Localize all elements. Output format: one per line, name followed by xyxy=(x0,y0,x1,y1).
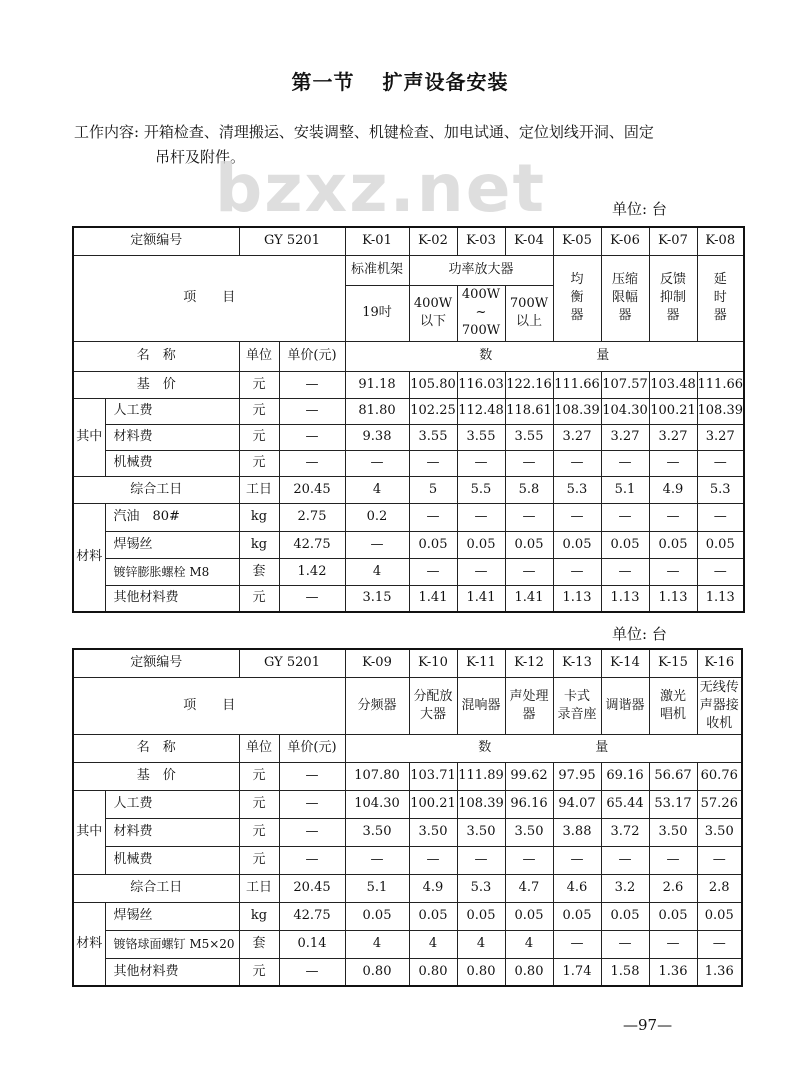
row-name: 人工费 xyxy=(105,790,239,818)
cell: — xyxy=(697,558,744,585)
cell: 0.80 xyxy=(505,958,553,986)
cell: — xyxy=(345,531,409,558)
row-unit: 工日 xyxy=(239,476,279,503)
cell: 118.61 xyxy=(505,398,553,424)
quota-code: K-08 xyxy=(697,227,744,255)
row-price: — xyxy=(279,450,345,476)
cell: 103.71 xyxy=(409,762,457,790)
row-name: 综合工日 xyxy=(73,874,239,902)
quota-code-row xyxy=(73,227,744,255)
row-price: 1.42 xyxy=(279,558,345,585)
hdr-qty: 数 量 xyxy=(345,734,742,762)
item-cd-player: 激光 唱机 xyxy=(649,677,697,734)
cell: 0.05 xyxy=(553,902,601,930)
item-feedback: 反馈 抑制 器 xyxy=(649,255,697,341)
cell: 4.9 xyxy=(409,874,457,902)
quota-code: K-13 xyxy=(553,649,601,677)
row-unit: 元 xyxy=(239,585,279,612)
cell: 9.38 xyxy=(345,424,409,450)
unit-label-1: 单位: 台 xyxy=(612,200,667,218)
work-content-line2: 吊杆及附件。 xyxy=(155,148,246,166)
cell: 65.44 xyxy=(601,790,649,818)
cell: 3.50 xyxy=(649,818,697,846)
cell: — xyxy=(345,846,409,874)
cell: 111.66 xyxy=(697,371,744,398)
cell: 1.13 xyxy=(649,585,697,612)
cell: 111.89 xyxy=(457,762,505,790)
cell: 5.1 xyxy=(601,476,649,503)
row-price: 42.75 xyxy=(279,902,345,930)
page-number: —97— xyxy=(623,1016,673,1034)
cell: 0.05 xyxy=(457,531,505,558)
cell: 4.9 xyxy=(649,476,697,503)
quota-code: K-11 xyxy=(457,649,505,677)
table-row xyxy=(73,818,742,846)
cell: 104.30 xyxy=(601,398,649,424)
cell: — xyxy=(505,450,553,476)
cell: 108.39 xyxy=(553,398,601,424)
row-price: — xyxy=(279,846,345,874)
row-name: 焊锡丝 xyxy=(105,902,239,930)
row-name: 镀锌膨胀螺栓 M8 xyxy=(105,558,239,585)
row-name: 其他材料费 xyxy=(105,585,239,612)
cell: 4 xyxy=(345,930,409,958)
item-header-row xyxy=(73,677,742,734)
cell: 4.6 xyxy=(553,874,601,902)
item-header-row xyxy=(73,255,744,285)
cell: 99.62 xyxy=(505,762,553,790)
cell: 53.17 xyxy=(649,790,697,818)
quota-table-2 xyxy=(72,648,743,987)
cell: 3.15 xyxy=(345,585,409,612)
item-compressor: 压缩 限幅 器 xyxy=(601,255,649,341)
section-number: 第一节 xyxy=(291,70,355,94)
cell: 4.7 xyxy=(505,874,553,902)
cell: — xyxy=(457,450,505,476)
cell: 0.05 xyxy=(601,531,649,558)
table-row xyxy=(73,476,744,503)
cell: 1.74 xyxy=(553,958,601,986)
quota-code: K-12 xyxy=(505,649,553,677)
item-cassette-deck: 卡式 录音座 xyxy=(553,677,601,734)
cell: 3.72 xyxy=(601,818,649,846)
unit-label-2: 单位: 台 xyxy=(612,625,667,643)
row-unit: 套 xyxy=(239,558,279,585)
cell: — xyxy=(649,558,697,585)
quota-code: K-14 xyxy=(601,649,649,677)
cell: 5.3 xyxy=(457,874,505,902)
cell: 97.95 xyxy=(553,762,601,790)
quota-code-row xyxy=(73,649,742,677)
cell: 3.50 xyxy=(345,818,409,846)
cell: — xyxy=(409,846,457,874)
cell: 56.67 xyxy=(649,762,697,790)
cell: 0.05 xyxy=(409,531,457,558)
cell: — xyxy=(601,450,649,476)
item-label: 项 目 xyxy=(73,677,345,734)
cell: 5.1 xyxy=(345,874,409,902)
cell: — xyxy=(553,930,601,958)
cell: 105.80 xyxy=(409,371,457,398)
row-price: — xyxy=(279,790,345,818)
row-name: 材料费 xyxy=(105,424,239,450)
section-name: 扩声设备安装 xyxy=(382,70,509,94)
cell: 3.55 xyxy=(505,424,553,450)
cell: 0.05 xyxy=(649,531,697,558)
cell: 3.50 xyxy=(505,818,553,846)
row-name: 机械费 xyxy=(105,846,239,874)
quota-code: K-06 xyxy=(601,227,649,255)
row-price: — xyxy=(279,818,345,846)
item-amp-3: 700W 以上 xyxy=(505,285,553,341)
cell: 107.57 xyxy=(601,371,649,398)
cell: — xyxy=(345,450,409,476)
cell: 4 xyxy=(457,930,505,958)
quota-code: K-03 xyxy=(457,227,505,255)
item-delay: 延 时 器 xyxy=(697,255,744,341)
cell: 0.05 xyxy=(697,902,742,930)
table-row xyxy=(73,958,742,986)
row-unit: kg xyxy=(239,902,279,930)
group-cailiao: 材料 xyxy=(73,503,105,612)
cell: 5.8 xyxy=(505,476,553,503)
cell: 3.55 xyxy=(409,424,457,450)
item-rack-sub: 19吋 xyxy=(345,285,409,341)
table-row xyxy=(73,930,742,958)
cell: — xyxy=(457,503,505,531)
hdr-name: 名 称 xyxy=(73,734,239,762)
cell: 2.8 xyxy=(697,874,742,902)
quota-code: K-02 xyxy=(409,227,457,255)
group-qizhong: 其中 xyxy=(73,398,105,476)
cell: 3.55 xyxy=(457,424,505,450)
quota-code: K-05 xyxy=(553,227,601,255)
cell: 0.05 xyxy=(409,902,457,930)
cell: 1.41 xyxy=(457,585,505,612)
cell: 4 xyxy=(409,930,457,958)
cell: 96.16 xyxy=(505,790,553,818)
table-row xyxy=(73,398,744,424)
cell: — xyxy=(553,846,601,874)
table-row xyxy=(73,846,742,874)
section-title xyxy=(0,66,800,95)
cell: — xyxy=(409,503,457,531)
cell: — xyxy=(553,503,601,531)
cell: 3.27 xyxy=(601,424,649,450)
group-qizhong: 其中 xyxy=(73,790,105,874)
cell: 69.16 xyxy=(601,762,649,790)
quota-table-1 xyxy=(72,226,745,613)
quota-code: K-15 xyxy=(649,649,697,677)
cell: 0.05 xyxy=(553,531,601,558)
table-row xyxy=(73,450,744,476)
quota-code: K-16 xyxy=(697,649,742,677)
hdr-price: 单价(元) xyxy=(279,341,345,371)
row-name: 基 价 xyxy=(73,371,239,398)
item-reverb: 混响器 xyxy=(457,677,505,734)
cell: 3.50 xyxy=(409,818,457,846)
row-name: 综合工日 xyxy=(73,476,239,503)
cell: — xyxy=(505,503,553,531)
group-cailiao: 材料 xyxy=(73,902,105,986)
cell: 111.66 xyxy=(553,371,601,398)
row-name: 机械费 xyxy=(105,450,239,476)
cell: — xyxy=(649,450,697,476)
row-price: 20.45 xyxy=(279,476,345,503)
work-content-line1: 开箱检查、清理搬运、安装调整、机键检查、加电试通、定位划线开洞、固定 xyxy=(143,123,654,141)
row-name: 基 价 xyxy=(73,762,239,790)
hdr-price: 单价(元) xyxy=(279,734,345,762)
hdr-name: 名 称 xyxy=(73,341,239,371)
cell: — xyxy=(409,558,457,585)
row-price: 42.75 xyxy=(279,531,345,558)
row-price: — xyxy=(279,585,345,612)
row-name: 其他材料费 xyxy=(105,958,239,986)
cell: 4 xyxy=(505,930,553,958)
quota-code: K-10 xyxy=(409,649,457,677)
cell: 94.07 xyxy=(553,790,601,818)
cell: 2.6 xyxy=(649,874,697,902)
cell: 112.48 xyxy=(457,398,505,424)
row-unit: 元 xyxy=(239,371,279,398)
row-unit: 元 xyxy=(239,846,279,874)
table-row xyxy=(73,902,742,930)
item-tuner: 调谐器 xyxy=(601,677,649,734)
cell: 3.50 xyxy=(697,818,742,846)
cell: 100.21 xyxy=(649,398,697,424)
work-content-label: 工作内容: xyxy=(74,123,140,141)
hdr-unit: 单位 xyxy=(239,341,279,371)
cell: — xyxy=(697,930,742,958)
cell: 81.80 xyxy=(345,398,409,424)
cell: — xyxy=(697,846,742,874)
row-price: — xyxy=(279,958,345,986)
cell: — xyxy=(649,930,697,958)
cell: 122.16 xyxy=(505,371,553,398)
cell: — xyxy=(601,558,649,585)
cell: 108.39 xyxy=(457,790,505,818)
table-row xyxy=(73,503,744,531)
cell: 1.13 xyxy=(553,585,601,612)
row-name: 材料费 xyxy=(105,818,239,846)
quota-label: 定额编号 xyxy=(73,649,239,677)
cell: 1.13 xyxy=(601,585,649,612)
cell: 3.2 xyxy=(601,874,649,902)
table-row xyxy=(73,558,744,585)
row-price: — xyxy=(279,398,345,424)
cell: — xyxy=(505,558,553,585)
row-price: — xyxy=(279,762,345,790)
row-name: 镀铬球面螺钉 M5×20 xyxy=(105,930,239,958)
row-price: — xyxy=(279,424,345,450)
cell: 3.27 xyxy=(697,424,744,450)
row-unit: 元 xyxy=(239,424,279,450)
cell: 3.27 xyxy=(649,424,697,450)
column-header-row xyxy=(73,734,742,762)
table-row xyxy=(73,790,742,818)
item-amp-2: 400W ~ 700W xyxy=(457,285,505,341)
row-unit: kg xyxy=(239,531,279,558)
cell: — xyxy=(553,558,601,585)
cell: 103.48 xyxy=(649,371,697,398)
cell: 3.27 xyxy=(553,424,601,450)
row-unit: 工日 xyxy=(239,874,279,902)
item-divider: 分频器 xyxy=(345,677,409,734)
cell: 0.05 xyxy=(345,902,409,930)
cell: 3.50 xyxy=(457,818,505,846)
table-row xyxy=(73,762,742,790)
cell: 5 xyxy=(409,476,457,503)
row-unit: 元 xyxy=(239,398,279,424)
cell: 4 xyxy=(345,476,409,503)
item-rack: 标准机架 xyxy=(345,255,409,285)
cell: 102.25 xyxy=(409,398,457,424)
quota-base: GY 5201 xyxy=(239,227,345,255)
row-price: 0.14 xyxy=(279,930,345,958)
column-header-row xyxy=(73,341,744,371)
cell: 0.2 xyxy=(345,503,409,531)
cell: 0.05 xyxy=(649,902,697,930)
row-price: 2.75 xyxy=(279,503,345,531)
cell: — xyxy=(457,558,505,585)
row-unit: 元 xyxy=(239,958,279,986)
row-price: — xyxy=(279,371,345,398)
cell: 0.05 xyxy=(505,531,553,558)
item-amp-1: 400W 以下 xyxy=(409,285,457,341)
cell: 4 xyxy=(345,558,409,585)
cell: 0.80 xyxy=(409,958,457,986)
row-unit: 套 xyxy=(239,930,279,958)
cell: 107.80 xyxy=(345,762,409,790)
cell: — xyxy=(409,450,457,476)
row-name: 人工费 xyxy=(105,398,239,424)
table-row xyxy=(73,424,744,450)
cell: 0.80 xyxy=(457,958,505,986)
hdr-unit: 单位 xyxy=(239,734,279,762)
cell: 108.39 xyxy=(697,398,744,424)
row-unit: 元 xyxy=(239,762,279,790)
quota-code: K-07 xyxy=(649,227,697,255)
row-unit: 元 xyxy=(239,818,279,846)
cell: — xyxy=(601,503,649,531)
quota-code: K-01 xyxy=(345,227,409,255)
quota-label: 定额编号 xyxy=(73,227,239,255)
row-name: 汽油 80# xyxy=(105,503,239,531)
row-unit: kg xyxy=(239,503,279,531)
cell: — xyxy=(457,846,505,874)
row-unit: 元 xyxy=(239,450,279,476)
cell: — xyxy=(553,450,601,476)
cell: — xyxy=(505,846,553,874)
item-distribution-amp: 分配放 大器 xyxy=(409,677,457,734)
quota-code: K-09 xyxy=(345,649,409,677)
cell: 1.36 xyxy=(649,958,697,986)
cell: 0.05 xyxy=(457,902,505,930)
cell: — xyxy=(649,503,697,531)
item-wireless-receiver: 无线传 声器接 收机 xyxy=(697,677,742,734)
cell: 5.3 xyxy=(697,476,744,503)
cell: 1.58 xyxy=(601,958,649,986)
cell: 57.26 xyxy=(697,790,742,818)
cell: 0.05 xyxy=(601,902,649,930)
cell: 5.3 xyxy=(553,476,601,503)
cell: — xyxy=(649,846,697,874)
item-label: 项 目 xyxy=(73,255,345,341)
row-unit: 元 xyxy=(239,790,279,818)
cell: — xyxy=(697,450,744,476)
row-name: 焊锡丝 xyxy=(105,531,239,558)
cell: 1.36 xyxy=(697,958,742,986)
cell: 100.21 xyxy=(409,790,457,818)
cell: 0.80 xyxy=(345,958,409,986)
cell: — xyxy=(697,503,744,531)
table-row xyxy=(73,371,744,398)
cell: 3.88 xyxy=(553,818,601,846)
table-row xyxy=(73,585,744,612)
cell: 0.05 xyxy=(697,531,744,558)
cell: 5.5 xyxy=(457,476,505,503)
item-eq: 均 衡 器 xyxy=(553,255,601,341)
item-sound-processor: 声处理 器 xyxy=(505,677,553,734)
cell: 104.30 xyxy=(345,790,409,818)
table-row xyxy=(73,531,744,558)
cell: 91.18 xyxy=(345,371,409,398)
watermark: bzxz.net xyxy=(215,150,547,227)
cell: 1.13 xyxy=(697,585,744,612)
row-price: 20.45 xyxy=(279,874,345,902)
cell: 60.76 xyxy=(697,762,742,790)
cell: 1.41 xyxy=(409,585,457,612)
cell: — xyxy=(601,930,649,958)
hdr-qty: 数 量 xyxy=(345,341,744,371)
item-amp-group: 功率放大器 xyxy=(409,255,553,285)
quota-base: GY 5201 xyxy=(239,649,345,677)
cell: 1.41 xyxy=(505,585,553,612)
table-row xyxy=(73,874,742,902)
cell: — xyxy=(601,846,649,874)
cell: 116.03 xyxy=(457,371,505,398)
quota-code: K-04 xyxy=(505,227,553,255)
cell: 0.05 xyxy=(505,902,553,930)
